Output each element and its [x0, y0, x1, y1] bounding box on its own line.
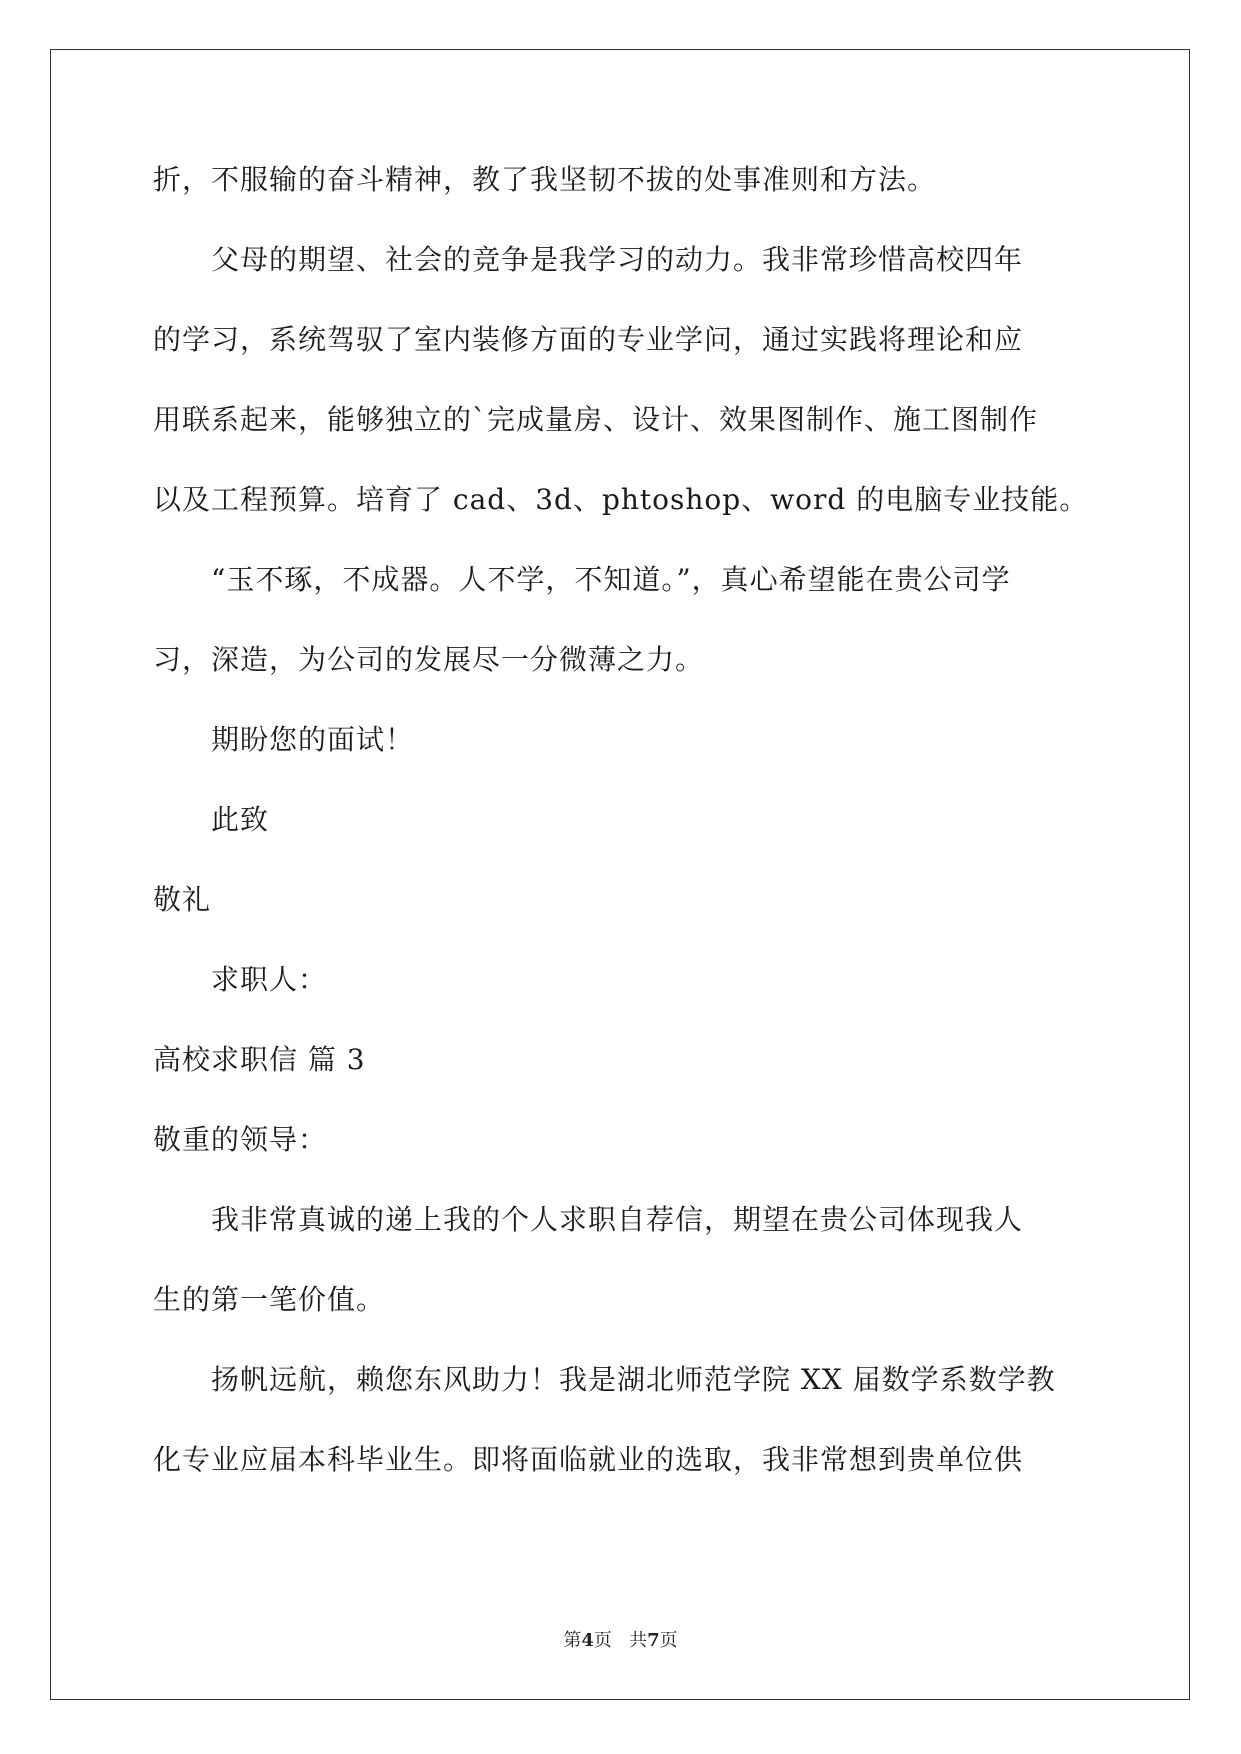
page-suffix: 页	[593, 1630, 612, 1651]
text-line: 我非常真诚的递上我的个人求职自荐信，期望在贵公司体现我人	[153, 1203, 1024, 1236]
text-line: 求职人：	[153, 963, 328, 996]
salutation: 敬重的领导：	[153, 1123, 328, 1156]
total-suffix: 页	[659, 1630, 678, 1651]
text-line: 期盼您的面试！	[153, 723, 415, 756]
text-line: 化专业应届本科毕业生。即将面临就业的选取，我非常想到贵单位供	[153, 1443, 1024, 1476]
section-heading: 高校求职信 篇 3	[153, 1043, 366, 1076]
page-prefix: 第	[563, 1630, 582, 1651]
text-line: 用联系起来，能够独立的`完成量房、设计、效果图制作、施工图制作	[153, 403, 1039, 436]
text-line: 生的第一笔价值。	[153, 1283, 386, 1316]
page-number: 4	[581, 1630, 594, 1651]
total-prefix: 共	[629, 1630, 648, 1651]
text-line: 此致	[153, 803, 270, 836]
page-total: 7	[647, 1630, 660, 1651]
page-footer	[0, 1626, 1241, 1652]
text-line: “玉不琢，不成器。人不学，不知道。”，真心希望能在贵公司学	[153, 563, 1011, 596]
text-line: 扬帆远航，赖您东风助力！我是湖北师范学院 XX 届数学系数学教	[153, 1363, 1056, 1396]
text-line: 以及工程预算。培育了 cad、3d、phtoshop、word 的电脑专业技能。	[153, 483, 1089, 516]
text-line: 父母的期望、社会的竞争是我学习的动力。我非常珍惜高校四年	[153, 243, 1024, 276]
text-line: 习，深造，为公司的发展尽一分微薄之力。	[153, 643, 705, 676]
text-line: 折，不服输的奋斗精神，教了我坚韧不拔的处事准则和方法。	[153, 163, 937, 196]
text-line: 的学习，系统驾驭了室内装修方面的专业学问，通过实践将理论和应	[153, 323, 1024, 356]
text-line: 敬礼	[153, 883, 212, 916]
